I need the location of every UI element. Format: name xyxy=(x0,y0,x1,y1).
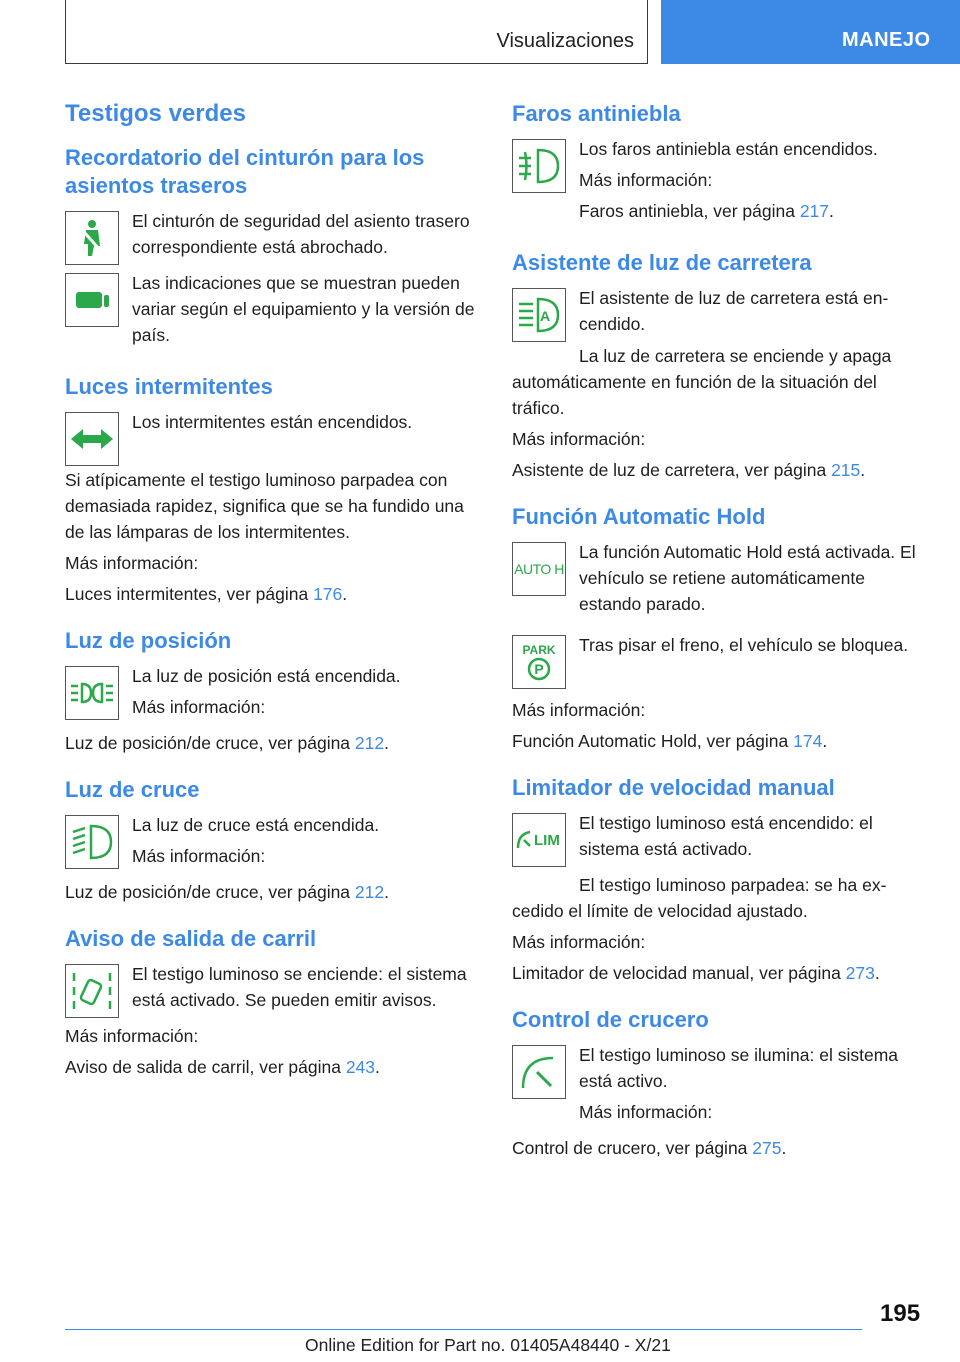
section-turn-signals xyxy=(65,373,480,607)
section-high-beam-assist xyxy=(512,249,927,483)
lane-p1: El testigo luminoso se enciende: el sistema está activado. Se pueden emitir avisos. xyxy=(132,964,467,1010)
lane-ref: Aviso de salida de carril, ver página 243. xyxy=(65,1057,380,1077)
highbeam-row xyxy=(512,285,927,342)
seatbelt-p1: El cinturón de seguridad del asiento trasero correspondiente está abrochado. xyxy=(132,211,470,257)
autohold-row-2 xyxy=(512,632,927,689)
lane-row xyxy=(65,961,480,1018)
section-speed-limiter xyxy=(512,774,927,986)
autohold-ref: Función Automatic Hold, ver página 174. xyxy=(512,731,828,751)
lowbeam-row xyxy=(65,812,480,874)
highbeam-p1: El asistente de luz de carretera está encendido. xyxy=(579,288,889,334)
position-page-link[interactable]: 212 xyxy=(354,733,385,753)
header-tab-label: MANEJO xyxy=(842,29,931,51)
lane-departure-icon xyxy=(65,964,119,1018)
autohold-more: Más información: xyxy=(512,700,646,720)
seatbelt-icon xyxy=(65,211,119,265)
turn-signal-arrows-icon xyxy=(65,412,119,466)
lane-ref-text: Aviso de salida de carril, ver página xyxy=(65,1057,346,1077)
limiter-page-link[interactable]: 273 xyxy=(845,963,875,983)
highbeam-a-glyph: A xyxy=(539,308,551,324)
fog-p1: Los faros antiniebla están encendidos. xyxy=(579,139,878,159)
seatbelt-text-1 xyxy=(132,208,480,265)
speed-limiter-icon xyxy=(512,813,566,867)
seatbelt-row-2 xyxy=(65,270,480,353)
position-text xyxy=(132,663,401,725)
limiter-more: Más información: xyxy=(512,932,646,952)
right-column xyxy=(512,100,927,1181)
seatbelt-heading: Recordatorio del cinturón para los asientos traseros xyxy=(65,145,425,198)
fog-ref: Faros antiniebla, ver página 217. xyxy=(579,201,834,221)
section-position-light xyxy=(65,627,480,756)
limiter-p2: El testigo luminoso parpadea: se ha excedido el límite de velocidad ajustado. xyxy=(512,875,887,921)
turn-p2: Si atípicamente el testigo luminoso parpadea con demasiada rapidez, significa que se ha fundido una de las lámparas de los intermitentes. xyxy=(65,470,464,542)
page-title: Testigos verdes xyxy=(65,100,246,127)
lowbeam-page-link[interactable]: 212 xyxy=(354,882,385,902)
auto-hold-icon-label: AUTO H xyxy=(514,561,564,577)
limiter-heading: Limitador de velocidad manual xyxy=(512,775,835,800)
high-beam-assist-icon xyxy=(512,288,566,342)
svg-text:P: P xyxy=(534,660,544,677)
fog-page-link[interactable]: 217 xyxy=(799,201,830,221)
autohold-p2: Tras pisar el freno, el vehículo se bloquea. xyxy=(579,635,909,655)
auto-hold-icon xyxy=(512,542,566,596)
turn-row xyxy=(65,409,480,466)
cruise-ref: Control de crucero, ver página 275. xyxy=(512,1138,787,1158)
autohold-row-1 xyxy=(512,539,927,622)
turn-page-link[interactable]: 176 xyxy=(313,584,343,604)
limiter-ref: Limitador de velocidad manual, ver página 273. xyxy=(512,963,880,983)
lowbeam-more: Más información: xyxy=(132,846,266,866)
section-fog-lights xyxy=(512,100,927,229)
position-p1: La luz de posición está encendida. xyxy=(132,666,401,686)
seatbelt-row-1 xyxy=(65,208,480,265)
position-light-icon xyxy=(65,666,119,720)
cruise-page-link[interactable]: 275 xyxy=(752,1138,782,1158)
fog-row xyxy=(512,136,927,229)
lane-heading: Aviso de salida de carril xyxy=(65,926,317,951)
fog-ref-text: Faros antiniebla, ver página xyxy=(579,201,800,221)
autohold-p1: La función Automatic Hold está activada. El vehículo se retiene automáticamente estando parado. xyxy=(579,542,916,614)
fog-more: Más información: xyxy=(579,170,713,190)
autohold-text-2 xyxy=(579,632,908,689)
highbeam-p2: La luz de carretera se enciende y apaga automáticamente en función de la situación del tráfico. xyxy=(512,346,892,418)
limiter-p1: El testigo luminoso está encendido: el sistema está activado. xyxy=(579,813,873,859)
section-low-beam xyxy=(65,776,480,905)
turn-p1: Los intermitentes están encendidos. xyxy=(132,412,413,432)
highbeam-more: Más información: xyxy=(512,429,646,449)
cruise-more: Más información: xyxy=(579,1102,713,1122)
cruise-control-icon xyxy=(512,1045,566,1099)
lowbeam-p1: La luz de cruce está encendida. xyxy=(132,815,380,835)
highbeam-heading: Asistente de luz de carretera xyxy=(512,250,812,275)
fog-text xyxy=(579,136,878,229)
park-p-circle xyxy=(527,657,551,681)
limiter-row xyxy=(512,810,927,867)
fog-light-icon xyxy=(512,139,566,193)
seatbelt-p2: Las indicaciones que se muestran pueden variar según el equipamiento y la versión de país. xyxy=(132,273,475,345)
lane-more: Más información: xyxy=(65,1026,199,1046)
lowbeam-ref-text: Luz de posición/de cruce, ver página xyxy=(65,882,355,902)
turn-text xyxy=(132,409,412,466)
low-beam-icon xyxy=(65,815,119,869)
page-number: 195 xyxy=(880,1300,921,1327)
header-section-title: Visualizaciones xyxy=(496,30,634,52)
cruise-text xyxy=(579,1042,927,1130)
section-cruise-control xyxy=(512,1006,927,1161)
autohold-text-1 xyxy=(579,539,927,622)
footer-divider xyxy=(65,1329,862,1330)
autohold-ref-text: Función Automatic Hold, ver página xyxy=(512,731,794,751)
turn-ref-text: Luces intermitentes, ver página xyxy=(65,584,314,604)
section-lane-departure xyxy=(65,925,480,1080)
limiter-ref-text: Limitador de velocidad manual, ver página xyxy=(512,963,846,983)
position-ref-text: Luz de posición/de cruce, ver página xyxy=(65,733,355,753)
highbeam-page-link[interactable]: 215 xyxy=(831,460,861,480)
turn-ref: Luces intermitentes, ver página 176. xyxy=(65,584,348,604)
cruise-ref-text: Control de crucero, ver página xyxy=(512,1138,753,1158)
turn-more: Más información: xyxy=(65,553,199,573)
section-seatbelt xyxy=(65,144,480,353)
park-label: PARK xyxy=(522,642,556,657)
position-heading: Luz de posición xyxy=(65,628,232,653)
position-ref: Luz de posición/de cruce, ver página 212. xyxy=(65,733,389,753)
lane-page-link[interactable]: 243 xyxy=(345,1057,376,1077)
limiter-icon-label: LIM xyxy=(534,831,560,849)
left-column xyxy=(65,100,480,1100)
fog-heading: Faros antiniebla xyxy=(512,101,681,126)
section-automatic-hold xyxy=(512,503,927,754)
header-tab-manejo xyxy=(661,0,960,64)
autohold-page-link[interactable]: 174 xyxy=(793,731,823,751)
cruise-heading: Control de crucero xyxy=(512,1007,709,1032)
footer-edition-text: Online Edition for Part no. 01405A48440 - X/21 xyxy=(305,1335,671,1355)
autohold-heading: Función Automatic Hold xyxy=(512,504,766,529)
lowbeam-ref: Luz de posición/de cruce, ver página 212. xyxy=(65,882,389,902)
highbeam-text xyxy=(579,285,927,342)
position-row xyxy=(65,663,480,725)
rear-seatbelt-icon xyxy=(65,273,119,327)
seatbelt-text-2 xyxy=(132,270,480,353)
cruise-p1: El testigo luminoso se ilumina: el sistema está activo. xyxy=(579,1045,899,1091)
cruise-row xyxy=(512,1042,927,1130)
position-more: Más información: xyxy=(132,697,266,717)
limiter-gauge-arc xyxy=(516,828,532,852)
limiter-text xyxy=(579,810,927,867)
highbeam-ref: Asistente de luz de carretera, ver página 215. xyxy=(512,460,866,480)
lowbeam-heading: Luz de cruce xyxy=(65,777,200,802)
lane-text xyxy=(132,961,480,1018)
turn-heading: Luces intermitentes xyxy=(65,374,273,399)
parking-brake-icon xyxy=(512,635,566,689)
highbeam-ref-text: Asistente de luz de carretera, ver página xyxy=(512,460,832,480)
lowbeam-text xyxy=(132,812,379,874)
